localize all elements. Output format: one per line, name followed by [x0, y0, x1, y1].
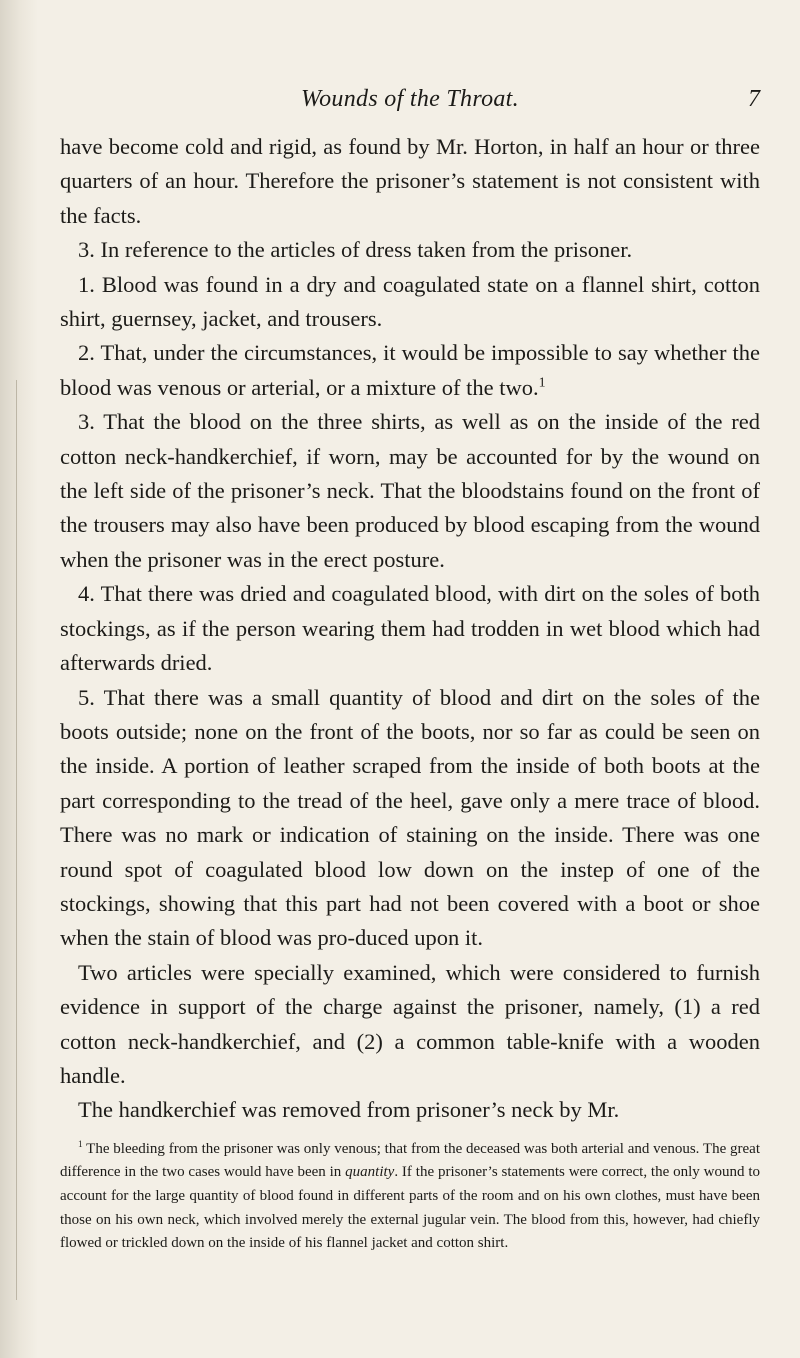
paragraph-item-2 — [60, 336, 760, 405]
footnote-1 — [60, 1138, 760, 1256]
footnotes — [60, 1138, 760, 1256]
paragraph-two-articles: Two articles were specially examined, which were considered to furnish evidence in support of the charge against the prisoner, namely, (1) a red cotton neck-handkerchief, and (2) a common table-knife with a wooden handle. — [60, 959, 760, 1088]
running-title-end: the Throat. — [403, 86, 519, 112]
binding-edge — [16, 380, 17, 1300]
paragraph-section-3: 3. In reference to the articles of dress taken from the prisoner. — [78, 237, 633, 263]
paragraph-item-4: 4. That there was dried and coagulated blood, with dirt on the soles of both stockings, as if the person wearing them had trodden in wet blood which had afterwards dried. — [60, 581, 760, 676]
page-gutter-shadow — [0, 0, 38, 1358]
paragraph-item-2-text: 2. That, under the circumstances, it would be impossible to say whether the blood was venous or arterial, or a mixture of the two. — [60, 340, 760, 400]
footnote-marker: 1 — [78, 1139, 83, 1150]
running-title — [60, 86, 760, 113]
footnote-emphasis: quantity — [345, 1164, 395, 1181]
page-number: 7 — [748, 86, 760, 112]
footnote-text-start: The bleeding from the prisoner was only venous; that from the deceased was both arterial and venous. The great difference in the two cases would have been in — [60, 1140, 760, 1181]
running-title-of: of — [384, 86, 404, 112]
footnote-reference: 1 — [538, 375, 546, 391]
paragraph-continuation: have become cold and rigid, as found by Mr. Horton, in half an hour or three quarters of an hour. Therefore the prisoner’s statement is not consistent with the facts. — [60, 134, 760, 228]
paragraph-item-1: 1. Blood was found in a dry and coagulated state on a flannel shirt, cotton shirt, guernsey, jacket, and trousers. — [60, 271, 760, 332]
paragraph-handkerchief: The handkerchief was removed from prisoner’s neck by Mr. — [78, 1097, 620, 1123]
book-page — [60, 0, 760, 1256]
footnote-text-end: . If the prisoner’s statements were correct, the only wound to account for the large quantity of blood found in different parts of the room and on his own clothes, must have been those on his own neck, which involved merely the external jugular vein. The blood from this, however, had chiefly flowed or trickled down on the inside of his flannel jacket and cotton shirt. — [60, 1164, 760, 1252]
running-title-start: Wounds — [301, 86, 385, 112]
paragraph-item-5: 5. That there was a small quantity of blood and dirt on the soles of the boots outside; none on the front of the boots, nor so far as could be seen on the inside. A portion of leather scraped from the inside of both boots at the part corresponding to the tread of the heel, gave only a mere trace of blood. There was no mark or indication of staining on the inside. There was one round spot of coagulated blood low down on the instep of one of the stockings, showing that this part had not been covered with a boot or shoe when the stain of blood was pro-duced upon it. — [60, 684, 760, 951]
body-text — [60, 130, 760, 1128]
paragraph-item-3: 3. That the blood on the three shirts, as well as on the inside of the red cotton neck-handkerchief, if worn, may be accounted for by the wound on the left side of the prisoner’s neck. That the bloodstains found on the front of the trousers may also have been produced by blood escaping from the wound when the prisoner was in the erect posture. — [60, 409, 760, 572]
running-head — [60, 86, 760, 120]
